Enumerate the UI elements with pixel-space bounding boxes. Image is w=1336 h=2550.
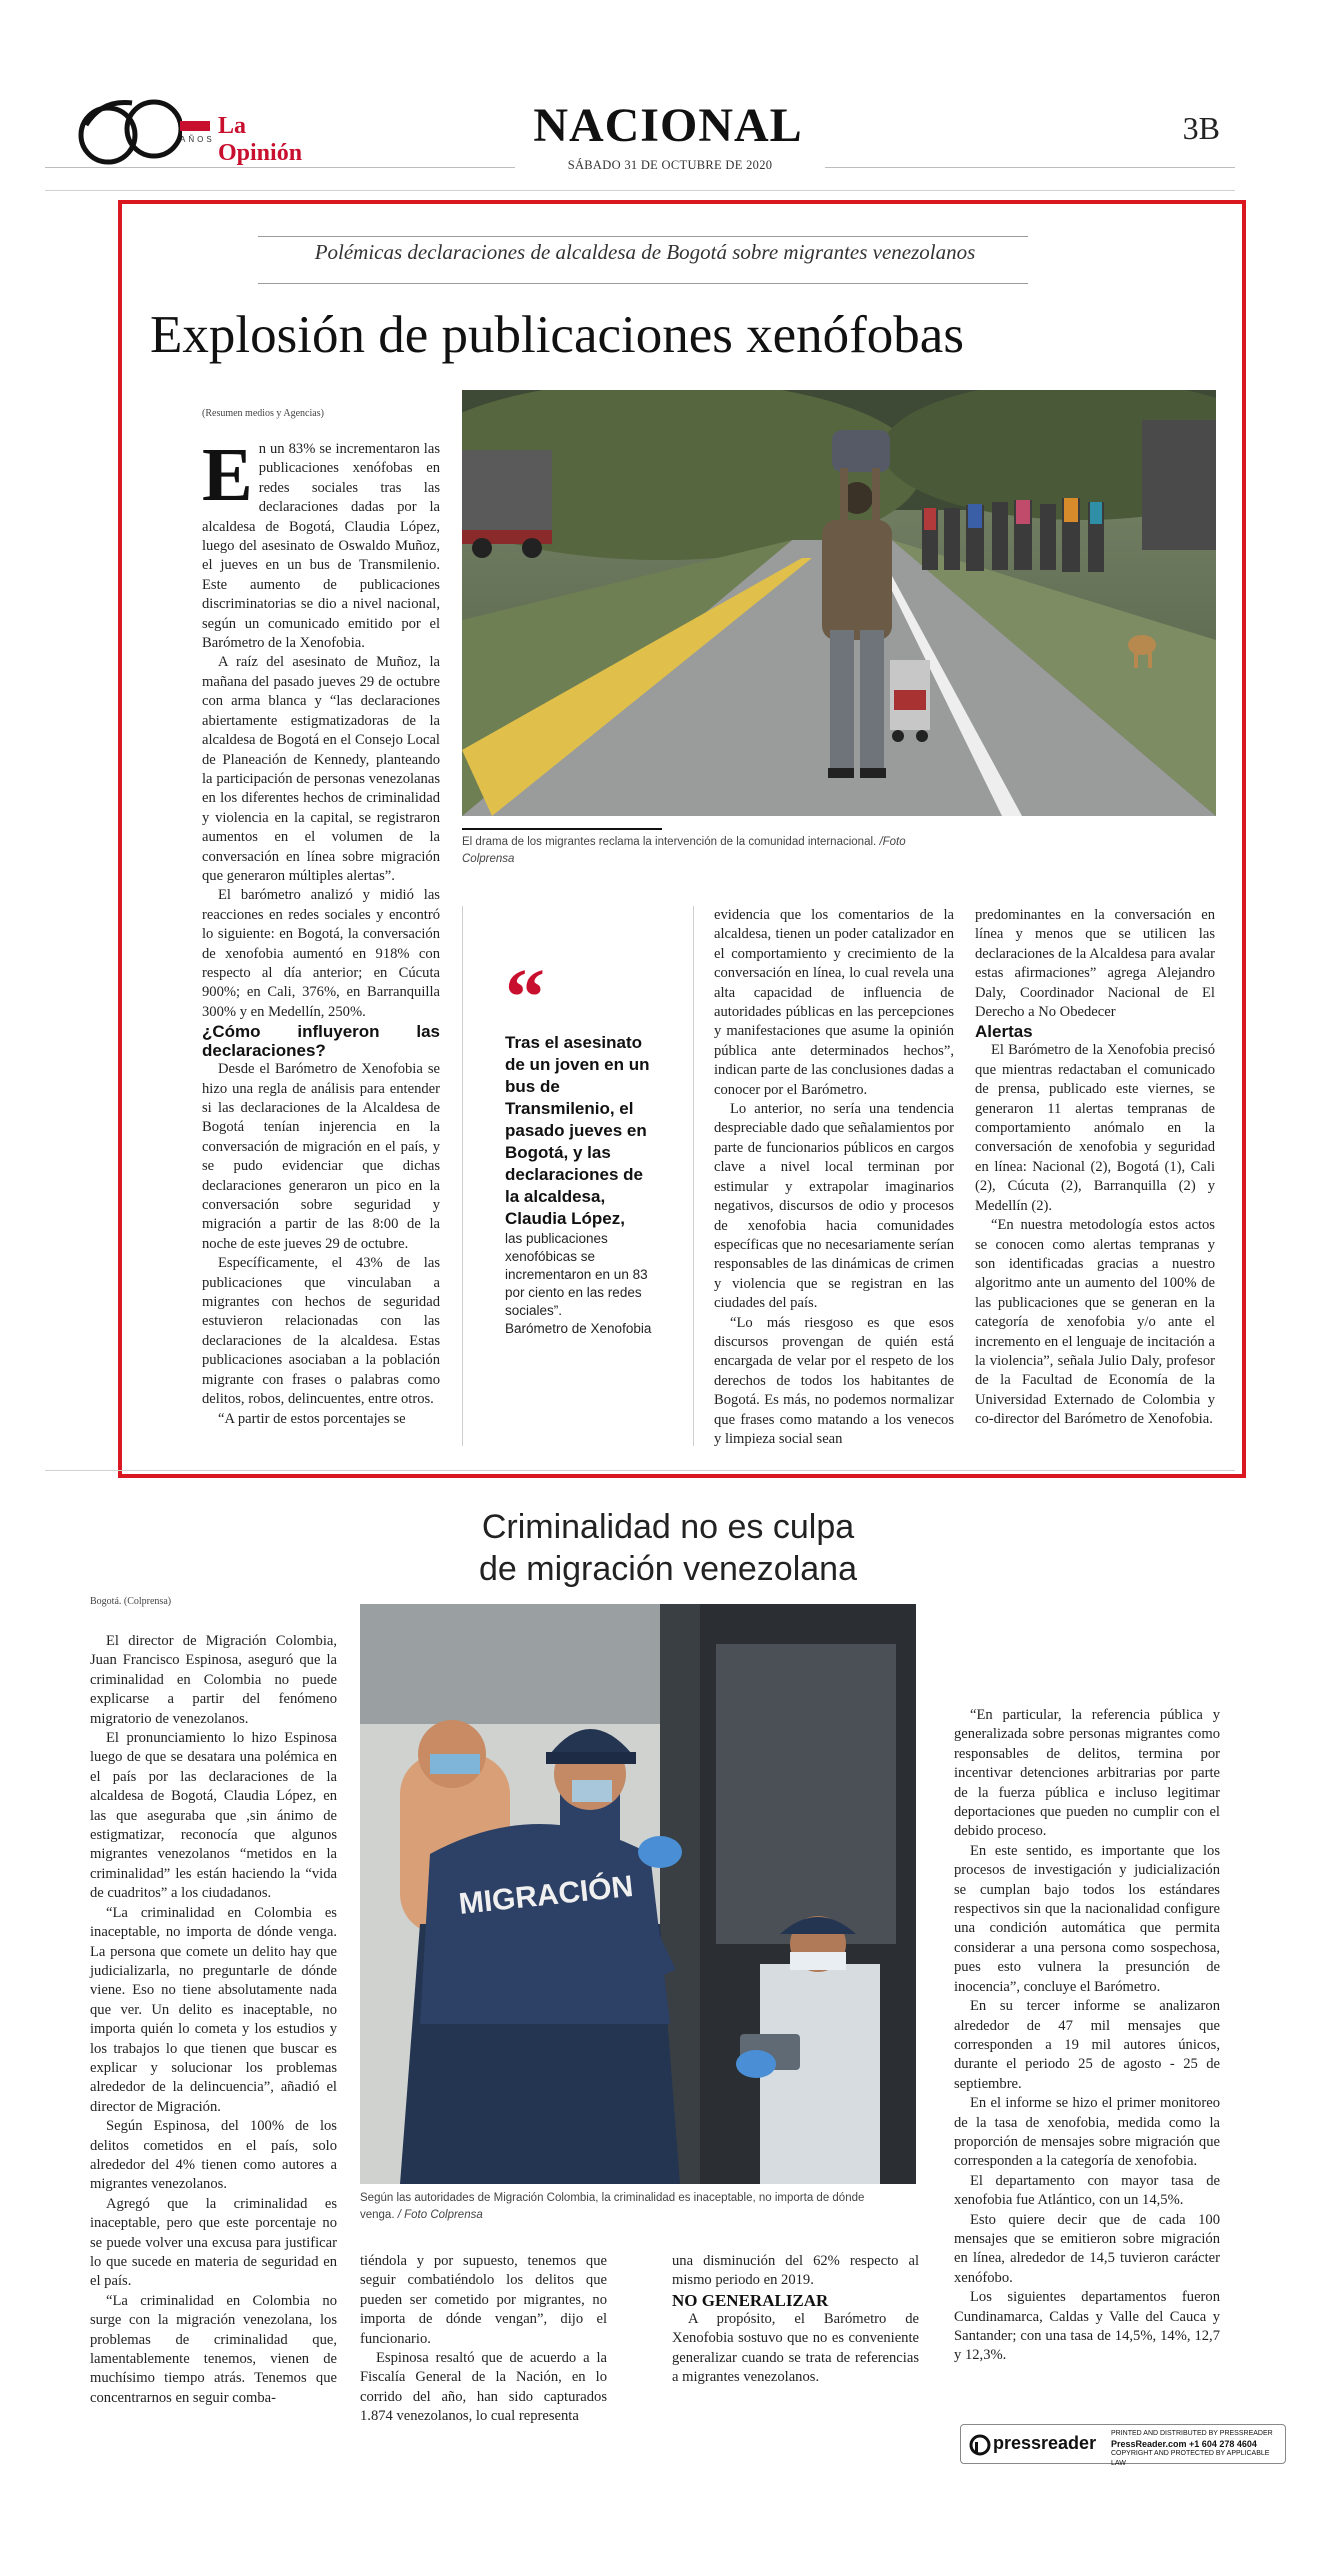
section-separator — [45, 1470, 1235, 1471]
article1-paragraph: El Barómetro de la Xenofobia precisó que mientras redactaban el comunicado de prensa, publicado este viernes, se generaron 11 alertas tempranas de comportamiento anómalo en la conversación de xenofobia y seguridad en línea: Nacional (2), Bogotá (1), Cali (2), Cúcuta (2), Barranquilla (2) y Medellín (2). — [975, 1042, 1215, 1214]
article2-paragraph: Los siguientes departamentos fueron Cundinamarca, Caldas y Valle del Cauca y Santander; con una tasa de 14,5%, 14%, 12,7 y 12,3%. — [954, 2289, 1220, 2364]
pull-quote — [505, 1032, 657, 1338]
article2-column-1 — [90, 1632, 337, 2408]
photo-caption: El drama de los migrantes reclama la intervención de la comunidad internacional. /Foto Colprensa — [462, 836, 906, 865]
article1-paragraph: Desde el Barómetro de Xenofobia se hizo una regla de análisis para entender si las declaraciones de la Alcaldesa de Bogotá tenían injerencia en la conversación de migración en el país, y se pudo evidenciar que dichas declaraciones generaron un pico en la conversación sobre seguridad y migración a partir de las 8:00 de la noche de este jueves 29 de octubre. — [202, 1061, 440, 1252]
pressreader-brand: pressreader — [993, 2433, 1097, 2453]
article2-paragraph: “En particular, la referencia pública y generalizada sobre personas migrantes como responsables de delitos, termina por incentivar detenciones arbitrarias por parte de la fuerza pública e incluso legitimar deportaciones que pueden no cumplir con el debido proceso. — [954, 1707, 1220, 1840]
logo — [72, 95, 312, 175]
article1-column-3 — [714, 906, 954, 1449]
article2-column-4 — [954, 1706, 1220, 2366]
article1-paragraph: Específicamente, el 43% de las publicaciones que vinculaban a migrantes con hechos de seguridad estuvieron relacionadas con las declaraciones de la alcaldesa. Estas publicaciones asociaban a la población migrante con frases o palabras como delitos, robos, delincuentes, entre otros. — [202, 1255, 440, 1408]
article1-paragraph: predominantes en la conversación en línea y menos que se utilicen las declaraciones de la Alcaldesa para avalar estas afirmaciones” agrega Alejandro Daly, Coordinador Nacional de El Derecho a No Obedecer — [975, 907, 1215, 1021]
article2-paragraph: “La criminalidad en Colombia es inaceptable, no importa de dónde venga. La persona que comete un delito hay que judicializarla, no preguntarle de dónde viene. Eso no tiene absolutamente nada que ver. Un delito es inaceptable, no importa quién lo cometa y los estudios y los trabajos lo que tienen que buscar es explicar y solucionar los problemas alrededor de la delincuencia”, añadió el director de Migración. — [90, 1904, 337, 2115]
article-headline: Explosión de publicaciones xenófobas — [150, 306, 964, 364]
article1-paragraph: “En nuestra metodología estos actos se conocen como alertas tempranas y son identificadas gracias a nuestro algoritmo ante un aumento del 100% de las publicaciones que se generan en la categoría de xenofobia y/o ante el incremento en el lenguaje de incitación a la violencia”, señala Julio Daly, profesor de la Facultad de Economía de la Universidad Externado de Colombia y co-director del Barómetro de Xenofobia. — [975, 1217, 1215, 1428]
logo-name: La Opinión — [218, 113, 303, 166]
masthead-bottom-rule — [45, 190, 1235, 191]
article1-paragraph: “A partir de estos porcentajes se — [218, 1410, 406, 1427]
column-divider — [693, 906, 694, 1446]
drop-cap: E — [202, 433, 253, 517]
kicker-rule-bottom — [258, 283, 1028, 284]
pull-quote-text: las publicaciones xenofóbicas se incrementaron en un 83 por ciento en las redes sociales”. — [505, 1231, 648, 1318]
article2-column-2 — [360, 2252, 607, 2427]
masthead-rule-left — [45, 167, 515, 168]
article2-paragraph: Espinosa resaltó que de acuerdo a la Fiscalía General de la Nación, en lo corrido del año, han sido capturados 1.874 venezolanos, lo cual representa — [360, 2350, 607, 2425]
article2-subhead: NO GENERALIZAR — [672, 2290, 829, 2310]
migration-officers-illustration — [360, 1604, 916, 2184]
logo-years-label: AÑOS — [180, 135, 215, 144]
masthead — [0, 0, 1336, 190]
page-date: SÁBADO 31 DE OCTUBRE DE 2020 — [567, 158, 773, 172]
pressreader-logo-icon — [969, 2434, 991, 2456]
anniversary-logo-icon — [72, 95, 182, 175]
masthead-rule-right — [825, 167, 1235, 168]
section-title: NACIONAL — [533, 99, 803, 152]
photo-caption-rule — [462, 828, 662, 830]
column-divider — [462, 906, 463, 1446]
migration-officers-photo — [360, 1604, 916, 2184]
article1-column-4 — [975, 906, 1215, 1430]
article2-headline: Criminalidad no es culpa de migración venezolana — [478, 1508, 858, 1588]
article1-column-1 — [202, 433, 440, 1429]
article2-paragraph: El departamento con mayor tasa de xenofobia fue Atlántico, con un 14,5%. — [954, 2172, 1220, 2209]
article2-paragraph: El pronunciamiento lo hizo Espinosa luego de que se desatara una polémica en el país por las declaraciones de la alcaldesa de Bogotá, Claudia López, en las que aseguraba que ,sin ánimo de estigmatizar, reconocía que algunos migrantes venezolanos “metidos en la criminalidad” les están haciendo la “vida de cuadritos” a los ciudadanos. — [90, 1730, 337, 1902]
article2-paragraph: En este sentido, es importante que los procesos de investigación y judicialización se cumplan bajo todos los estándares respectivos sin que la nacionalidad configure una condición automática que permita considerar a una persona como sospechosa, pues esto vulnera la presunción de inocencia”, concluye el Barómetro. — [954, 1842, 1220, 1995]
logo-red-badge — [180, 121, 210, 131]
pull-quote-mark: “ — [505, 954, 545, 1042]
article1-subhead-alerts: Alertas — [975, 1022, 1033, 1042]
article2-paragraph: tiéndola y por supuesto, tenemos que seguir combatiéndolo los delitos que pueden ser cometido por migrantes, no importa de dónde vengan”, dijo el funcionario. — [360, 2253, 607, 2347]
article1-paragraph: Lo anterior, no sería una tendencia despreciable dado que señalamientos por parte de funcionarios públicos en cargos clave a nivel local terminan por estimular y extrapolar imaginarios negativos, discursos de odio y procesos de xenofobia hacia comunidades específicas que no necesariamente serían responsables de las dinámicas de crimen y violencia que se registran en las ciudades del país. — [714, 1101, 954, 1312]
pressreader-badge[interactable] — [960, 2424, 1286, 2467]
pull-quote-attribution: Barómetro de Xenofobia — [505, 1321, 652, 1336]
article1-paragraph: evidencia que los comentarios de la alcaldesa, tienen un poder catalizador en el comportamiento y crecimiento de la conversación en línea, lo cual revela una alta capacidad de influencia de autoridades públicas en las percepciones y manifestaciones que asume la opinión pública ante determinados hechos”, indican parte de las conclusiones dadas a conocer por el Barómetro. — [714, 907, 954, 1098]
article-kicker: Polémicas declaraciones de alcaldesa de Bogotá sobre migrantes venezolanos — [314, 240, 976, 264]
pressreader-legal: PRINTED AND DISTRIBUTED BY PRESSREADER PressReader.com +1 604 278 4604 COPYRIGHT AND PROTECTED BY APPLICABLE LAW — [1111, 2430, 1273, 2467]
article2-paragraph: En el informe se hizo el primer monitoreo de la tasa de xenofobia, medida como la proporción de mensajes sobre migración que corresponden a la categoría de xenofobia. — [954, 2095, 1220, 2170]
kicker-rule-top — [258, 236, 1028, 237]
article2-paragraph: una disminución del 62% respecto al mismo periodo en 2019. — [672, 2253, 919, 2289]
article1-paragraph: A raíz del asesinato de Muñoz, la mañana del pasado jueves 29 de octubre con arma blanca y “las declaraciones abiertamente estigmatizadoras de la alcaldesa de Bogotá en el Consejo Local de Planeación de Kennedy, planteando la participación de personas venezolanas en los diferentes hechos de criminalidad y violencia en la capital, se registraron aumentos en el volumen de la conversación en línea sobre migración que generaron múltiples alertas”. — [202, 654, 440, 884]
article1-subhead-influence: ¿Cómo influyeron las declaraciones? — [202, 1022, 440, 1061]
jacket-text: MIGRACIÓN — [457, 1869, 635, 1921]
article2-paragraph: Esto quiere decir que de cada 100 mensajes que se emitieron sobre migración en línea, alrededor de 14,5 tuvieron carácter xenófobo. — [954, 2211, 1220, 2286]
pull-quote-bold: Tras el asesinato de un joven en un bus de Transmilenio, el pasado jueves en Bogotá, y las declaraciones de la alcaldesa, Claudia López, — [505, 1033, 650, 1228]
article-source: (Resumen medios y Agencias) — [202, 408, 324, 419]
migrants-walking-photo — [462, 390, 1216, 816]
migrants-road-illustration — [462, 390, 1216, 816]
article1-paragraph: El barómetro analizó y midió las reacciones en redes sociales y encontró lo siguiente: en Bogotá, la conversación de xenofobia aumentó en 918% con respecto al día anterior; en Cúcuta 900%; en Cali, 376%, en Barranquilla 300% y en Medellín, 250%. — [202, 887, 440, 1020]
article1-lead-paragraph: En un 83% se incrementaron las publicaciones xenófobas en redes sociales tras las declaraciones dadas por la alcaldesa de Bogotá, Claudia López, luego del asesinato de Oswaldo Muñoz, el jueves en un bus de Transmilenio. Este aumento de publicaciones discriminatorias se dio a nivel nacional, según un comunicado emitido por el Barómetro de la Xenofobia. — [202, 433, 440, 652]
photo-credit: /Foto Colprensa — [462, 836, 906, 865]
article2-source: Bogotá. (Colprensa) — [90, 1596, 172, 1607]
article2-paragraph: A propósito, el Barómetro de Xenofobia sostuvo que no es conveniente generalizar cuando se trata de referencias a migrantes venezolanos. — [672, 2310, 919, 2386]
article2-photo-caption: Según las autoridades de Migración Colombia, la criminalidad es inaceptable, no importa de dónde venga. / Foto Colprensa — [360, 2192, 865, 2221]
article1-paragraph: “Lo más riesgoso es que esos discursos provengan de quién está encargada de velar por el respeto de los derechos de todos los habitantes de Bogotá. Es más, no podemos normalizar que frases como matando a los venecos y limpieza social sean — [714, 1314, 954, 1447]
article2-paragraph: En su tercer informe se analizaron alrededor de 47 mil mensajes que corresponden a 19 mil autores únicos, durante el periodo 25 de agosto - 25 de septiembre. — [954, 1998, 1220, 2092]
article2-paragraph: Agregó que la criminalidad es inaceptable, pero que este porcentaje no se puede volver una excusa para justificar lo que sucede en materia de seguridad en el país. — [90, 2195, 337, 2290]
article2-photo-credit: / Foto Colprensa — [397, 2209, 483, 2221]
article2-column-3 — [672, 2252, 919, 2387]
article2-paragraph: El director de Migración Colombia, Juan Francisco Espinosa, aseguró que la criminalidad en Colombia no puede explicarse a partir del fenómeno migratorio de venezolanos. — [90, 1633, 337, 1727]
article2-paragraph: Según Espinosa, del 100% de los delitos cometidos en el país, solo alrededor del 4% tienen como autores a migrantes venezolanos. — [90, 2118, 337, 2193]
article2-paragraph: “La criminalidad en Colombia no surge con la migración venezolana, los problemas de criminalidad que, lamentablemente tenemos, vienen de muchísimo tiempo atrás. Tenemos que concentrarnos en seguir comba- — [90, 2292, 337, 2406]
page-number: 3B — [1182, 110, 1220, 146]
